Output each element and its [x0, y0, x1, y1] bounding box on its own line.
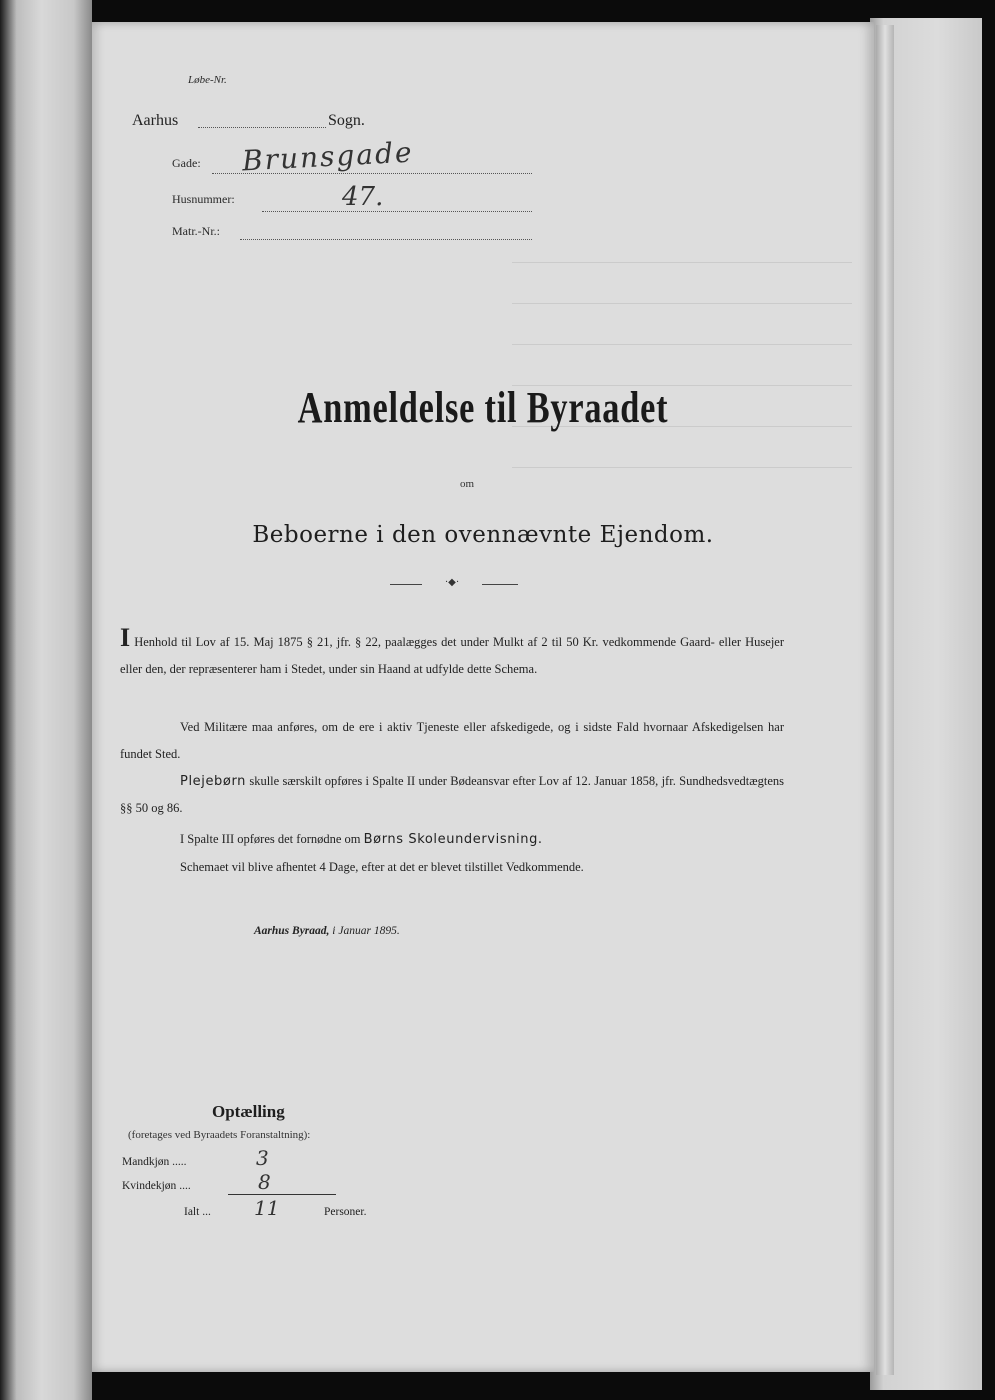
female-label: Kvindekjøn [122, 1180, 177, 1192]
om-label: om [459, 478, 475, 490]
paragraph-5-text: Schemaet vil blive afhentet 4 Dage, efter at det er blevet tilstillet Vedkommende. [180, 860, 584, 874]
sheet-edge [876, 25, 894, 1375]
husnummer-label: Husnummer: [172, 192, 235, 206]
paragraph-4-text: I Spalte III opføres det fornødne om [180, 832, 361, 846]
signature-line [254, 925, 400, 937]
instruction-paragraph-3 [120, 768, 784, 822]
matr-field[interactable] [240, 238, 532, 240]
signature-org: Aarhus Byraad, [254, 925, 330, 937]
husnummer-value[interactable]: 47. [342, 182, 384, 212]
female-row [122, 1180, 191, 1192]
gade-value[interactable]: Brunsgade [241, 135, 415, 178]
matr-label: Matr.-Nr.: [172, 224, 220, 238]
instruction-paragraph-4 [120, 826, 784, 853]
male-dots: ..... [172, 1156, 187, 1168]
document-title: Anmeldelse til Byraadet [297, 383, 669, 432]
loebe-nr-label: Løbe-Nr. [188, 74, 227, 86]
city-label: Aarhus [132, 112, 179, 129]
instruction-paragraph-1 [120, 623, 785, 683]
skoleundervisning-emphasis: Børns Skoleundervisning. [363, 832, 543, 847]
husnummer-field-line [262, 210, 532, 212]
total-dots: ... [202, 1206, 211, 1218]
personer-label: Personer. [324, 1206, 367, 1218]
count-note: (foretages ved Byraadets Foranstaltning): [128, 1129, 311, 1141]
male-value[interactable]: 3 [256, 1146, 269, 1170]
female-dots: .... [179, 1180, 191, 1192]
instruction-paragraph-2 [120, 714, 784, 768]
male-label: Mandkjøn [122, 1156, 170, 1168]
sum-line [228, 1194, 336, 1195]
paragraph-3-text: skulle særskilt opføres i Spalte II under Bødeansvar efter Lov af 12. Januar 1858, jfr. Sundhedsvedtægtens §§ 50 og 86. [120, 774, 784, 815]
document-subtitle: Beboerne i den ovennævnte Ejendom. [252, 522, 714, 548]
signature-date: i Januar 1895. [332, 925, 400, 937]
paragraph-2-text: Ved Militære maa anføres, om de ere i aktiv Tjeneste eller afskedigede, og i sidste Fald hvornaar Afskedigelsen har fundet Sted. [120, 720, 784, 761]
drop-cap: I [120, 623, 131, 652]
sogn-label: Sogn. [328, 112, 365, 129]
male-row [122, 1156, 187, 1168]
total-row [184, 1206, 211, 1218]
divider-ornament: ·◆· [422, 577, 482, 588]
plejeborn-lead: Plejebørn [180, 774, 247, 789]
facing-page-edge [0, 0, 92, 1400]
female-value[interactable]: 8 [258, 1170, 271, 1194]
gade-label: Gade: [172, 156, 201, 170]
sogn-field[interactable] [198, 126, 326, 128]
total-label: Ialt [184, 1206, 200, 1218]
instruction-paragraph-5 [120, 854, 784, 881]
paragraph-1-text: Henhold til Lov af 15. Maj 1875 § 21, jfr. § 22, paalægges det under Mulkt af 2 til 50 Kr. vedkommende Gaard- eller Husejer eller den, der repræsenterer ham i Stedet, under sin Haand at udfylde dette Schema. [120, 635, 785, 676]
count-heading: Optælling [212, 1102, 285, 1121]
form-page [92, 22, 874, 1372]
total-value[interactable]: 11 [254, 1196, 280, 1220]
